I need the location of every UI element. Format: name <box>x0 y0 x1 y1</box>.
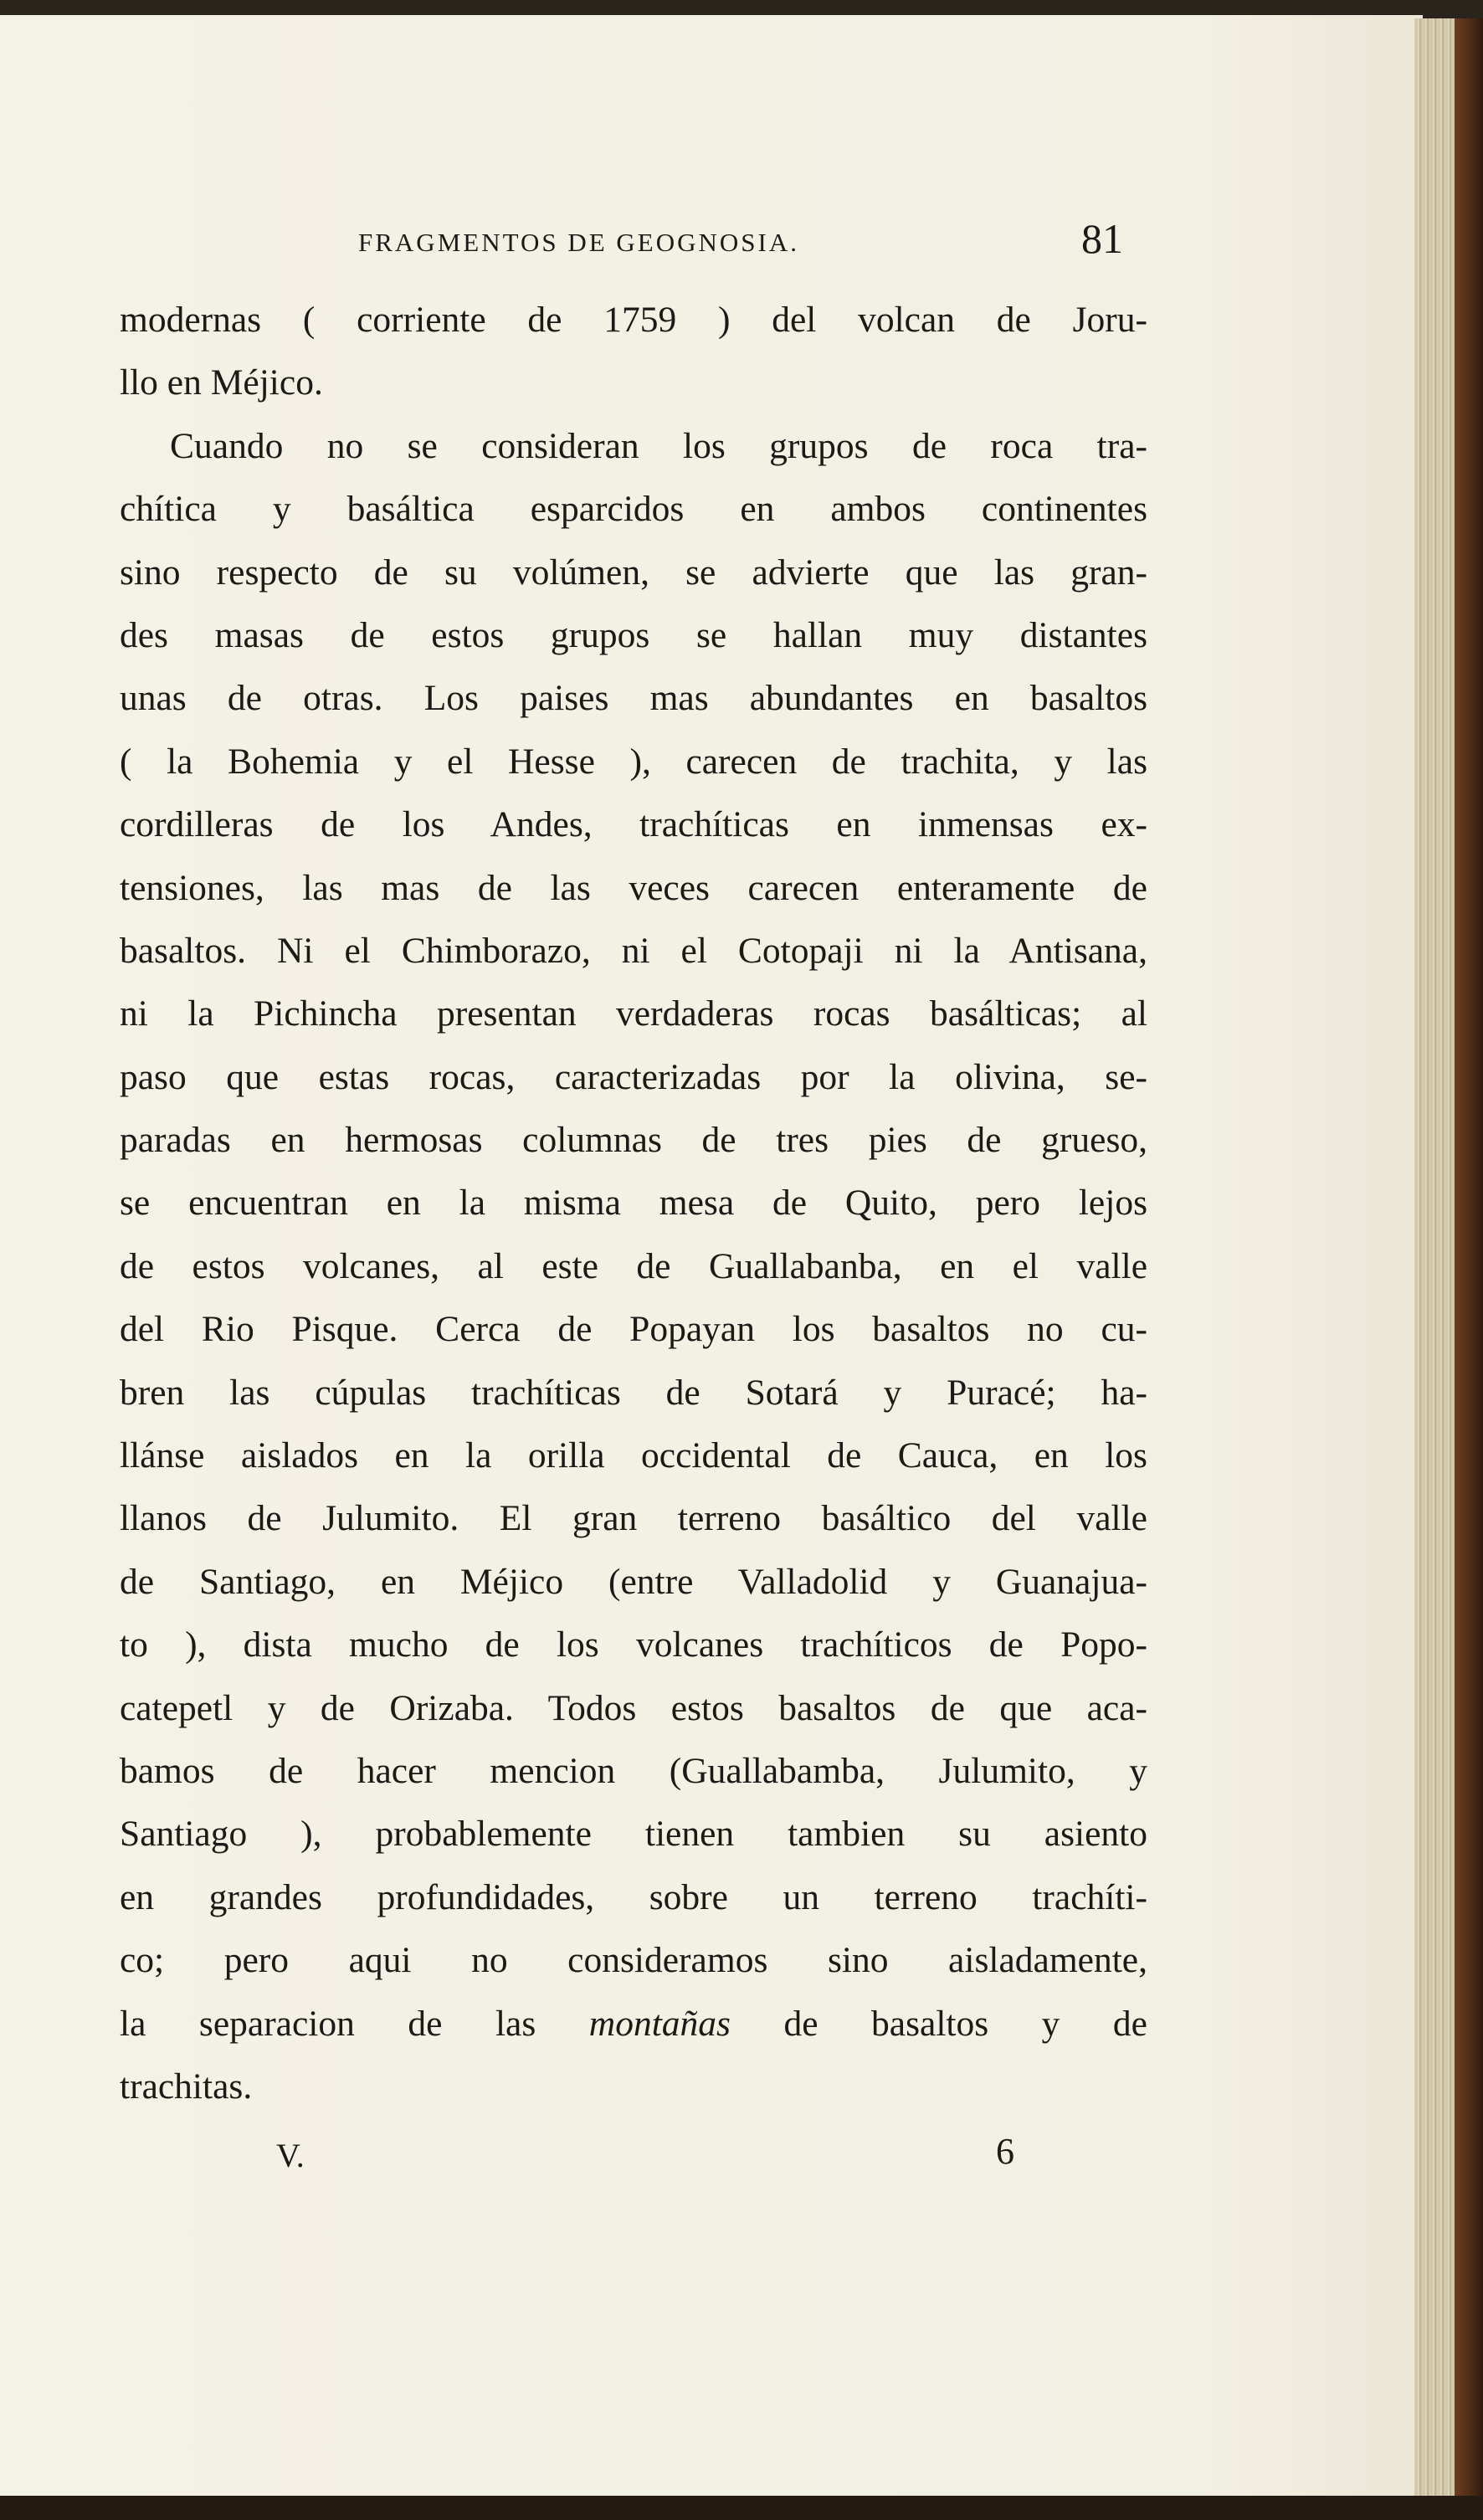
book-binding <box>1455 18 1483 2497</box>
text-line: en grandes profundidades, sobre un terreno trachíti- <box>120 1876 1147 1917</box>
text-line: co; pero aqui no consideramos sino aisladamente, <box>120 1940 1147 1981</box>
line-text-after-italic: de basaltos y de <box>730 2003 1147 2044</box>
italic-term: montañas <box>588 2003 731 2044</box>
running-head: FRAGMENTOS DE GEOGNOSIA. <box>358 228 799 257</box>
text-line: sino respecto de su volúmen, se advierte que las gran- <box>120 552 1147 593</box>
text-line: ( la Bohemia y el Hesse ), carecen de trachita, y las <box>120 741 1147 782</box>
text-line: bamos de hacer mencion (Guallabamba, Julumito, y <box>120 1750 1147 1791</box>
text-line: ni la Pichincha presentan verdaderas rocas basálticas; al <box>120 993 1147 1034</box>
text-line: des masas de estos grupos se hallan muy distantes <box>120 614 1147 655</box>
text-line: Santiago ), probablemente tienen tambien su asiento <box>120 1814 1147 1855</box>
text-line: paso que estas rocas, caracterizadas por la olivina, se- <box>120 1056 1147 1097</box>
paragraph-last-line: trachitas. <box>120 2066 253 2107</box>
text-line: chítica y basáltica esparcidos en ambos continentes <box>120 489 1147 530</box>
text-line: cordilleras de los Andes, trachíticas en inmensas ex- <box>120 804 1147 845</box>
text-line: tensiones, las mas de las veces carecen enteramente de <box>120 867 1147 908</box>
text-line: paradas en hermosas columnas de tres pies de grueso, <box>120 1120 1147 1161</box>
text-line: to ), dista mucho de los volcanes trachíticos de Popo- <box>120 1624 1147 1665</box>
text-line: llanos de Julumito. El gran terreno basáltico del valle <box>120 1498 1147 1539</box>
text-line: se encuentran en la misma mesa de Quito, pero lejos <box>120 1183 1147 1224</box>
line-text-before-italic: la separacion de las <box>120 2003 589 2044</box>
page-number: 81 <box>1081 215 1123 262</box>
text-line: unas de otras. Los paises mas abundantes en basaltos <box>120 678 1147 719</box>
text-line-with-italic <box>120 1993 1147 2056</box>
body-text <box>120 289 1147 2118</box>
text-line: bren las cúpulas trachíticas de Sotará y Puracé; ha- <box>120 1372 1147 1413</box>
text-line: basaltos. Ni el Chimborazo, ni el Cotopaji ni la Antisana, <box>120 930 1147 971</box>
bottom-edge <box>0 2496 1483 2520</box>
text-line: modernas ( corriente de 1759 ) del volcan de Joru- <box>120 300 1147 340</box>
text-line: catepetl y de Orizaba. Todos estos basaltos de que aca- <box>120 1687 1147 1728</box>
text-line: de estos volcanes, al este de Guallabanba, en el valle <box>120 1245 1147 1286</box>
text-line: de Santiago, en Méjico (entre Valladolid y Guanajua- <box>120 1561 1147 1602</box>
paragraph-first-line: Cuando no se consideran los grupos de roca tra- <box>170 425 1147 466</box>
text-line: llo en Méjico. <box>120 362 323 403</box>
text-line: llánse aislados en la orilla occidental de Cauca, en los <box>120 1435 1147 1476</box>
sheet-number: 6 <box>996 2131 1014 2172</box>
text-line: del Rio Pisque. Cerca de Popayan los basaltos no cu- <box>120 1309 1147 1350</box>
signature-mark: V. <box>276 2137 305 2174</box>
